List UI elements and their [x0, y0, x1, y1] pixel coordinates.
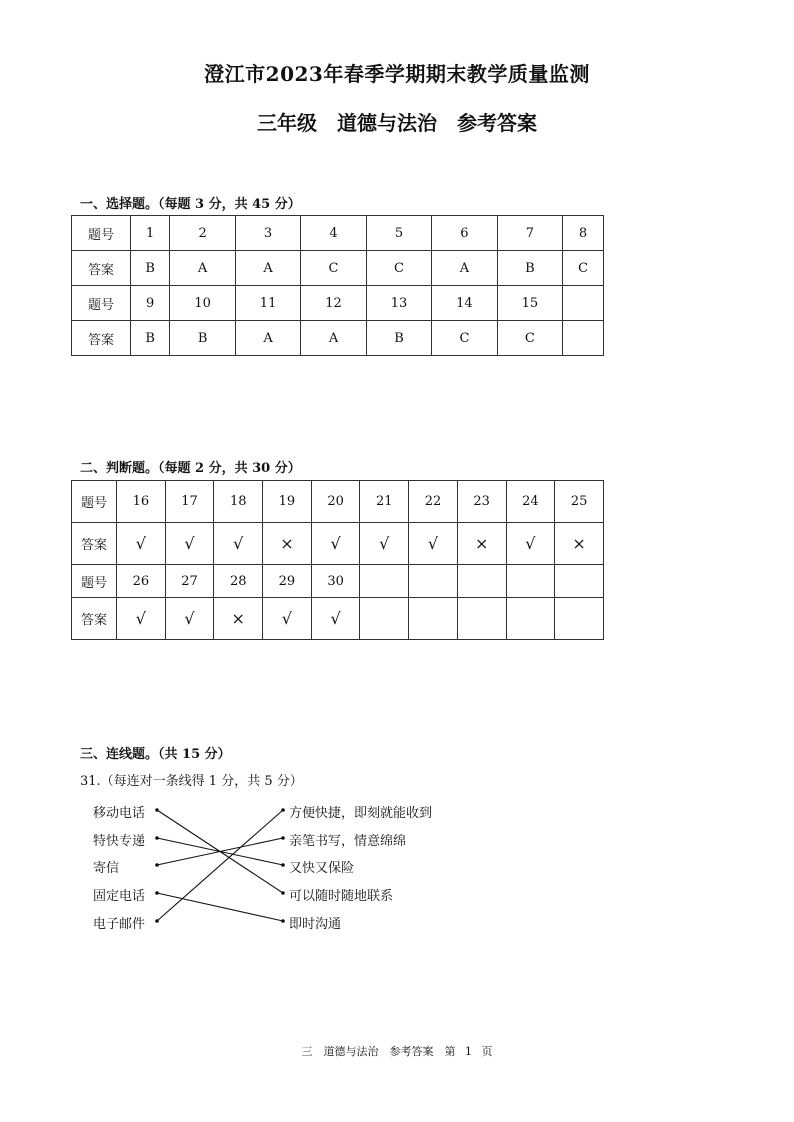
table-cell: A: [235, 251, 300, 286]
section2-heading: 二、判断题。（每题 2 分，共 30 分）: [80, 461, 301, 476]
table-cell: 15: [497, 286, 562, 321]
table-cell: 21: [360, 481, 409, 523]
table-cell: √: [311, 598, 360, 640]
match-line: [157, 810, 283, 921]
table-cell: C: [301, 251, 366, 286]
question-31-instruction: 31.（每连对一条线得 1 分，共 5 分）: [80, 774, 303, 789]
table-cell: ×: [555, 523, 604, 565]
row-label: 题号: [72, 286, 131, 321]
row-label: 题号: [72, 481, 117, 523]
table-cell: 8: [563, 216, 604, 251]
table-cell: 5: [366, 216, 431, 251]
table-cell: 10: [170, 286, 235, 321]
table-cell: 2: [170, 216, 235, 251]
right-item: 方便快捷，即刻就能收到: [289, 806, 433, 821]
page-subtitle: 三年级 道德与法治 参考答案: [257, 111, 537, 135]
table-cell: 4: [301, 216, 366, 251]
right-item: 亲笔书写，情意绵绵: [289, 834, 407, 849]
table-cell: C: [563, 251, 604, 286]
table-cell: C: [432, 321, 497, 356]
table-cell: A: [170, 251, 235, 286]
page-title: 澄江市2023年春季学期期末教学质量监测: [204, 62, 590, 86]
table-cell: ×: [263, 523, 312, 565]
table-cell: 29: [263, 565, 312, 598]
table-cell: 20: [311, 481, 360, 523]
section1-heading: 一、选择题。（每题 3 分，共 45 分）: [80, 197, 301, 212]
row-label: 题号: [72, 565, 117, 598]
table-cell: 26: [117, 565, 166, 598]
left-item: 固定电话: [93, 889, 146, 904]
table-cell: 25: [555, 481, 604, 523]
section3-heading: 三、连线题。（共 15 分）: [80, 747, 231, 762]
table-cell: √: [117, 523, 166, 565]
table-cell: A: [301, 321, 366, 356]
table-cell: √: [506, 523, 555, 565]
table-cell: 24: [506, 481, 555, 523]
right-item: 即时沟通: [289, 917, 342, 932]
table-cell: 19: [263, 481, 312, 523]
table-cell: B: [366, 321, 431, 356]
row-label: 答案: [72, 321, 131, 356]
table-cell: B: [131, 251, 170, 286]
table-cell: B: [170, 321, 235, 356]
table-cell: 14: [432, 286, 497, 321]
table-cell: 7: [497, 216, 562, 251]
table-cell: 22: [409, 481, 458, 523]
row-label: 答案: [72, 251, 131, 286]
table-cell: √: [117, 598, 166, 640]
table-cell: √: [165, 598, 214, 640]
table-cell: 23: [457, 481, 506, 523]
table-cell: 18: [214, 481, 263, 523]
table-cell: √: [409, 523, 458, 565]
table-cell: 28: [214, 565, 263, 598]
table-cell: C: [366, 251, 431, 286]
left-item: 寄信: [93, 861, 120, 876]
page-footer: 三 道德与法治 参考答案 第 1 页: [301, 1045, 493, 1058]
row-label: 答案: [72, 523, 117, 565]
table-cell: 27: [165, 565, 214, 598]
table-cell: √: [165, 523, 214, 565]
right-item: 可以随时随地联系: [289, 889, 394, 904]
table-cell: √: [263, 598, 312, 640]
right-item: 又快又保险: [289, 861, 355, 876]
match-line: [157, 893, 283, 921]
table-cell: 16: [117, 481, 166, 523]
table-cell: ×: [214, 598, 263, 640]
table-cell: √: [360, 523, 409, 565]
left-item: 电子邮件: [93, 917, 146, 932]
table-cell: √: [311, 523, 360, 565]
table-cell: 6: [432, 216, 497, 251]
table-cell: 13: [366, 286, 431, 321]
table-cell: 11: [235, 286, 300, 321]
table-cell: C: [497, 321, 562, 356]
table-cell: √: [214, 523, 263, 565]
row-label: 题号: [72, 216, 131, 251]
table-cell: 3: [235, 216, 300, 251]
table-cell: 9: [131, 286, 170, 321]
table-cell: A: [432, 251, 497, 286]
table-cell: B: [497, 251, 562, 286]
table-cell: 12: [301, 286, 366, 321]
table-cell: 1: [131, 216, 170, 251]
table-cell: 17: [165, 481, 214, 523]
left-item: 特快专递: [93, 834, 146, 849]
table-cell: A: [235, 321, 300, 356]
left-item: 移动电话: [93, 806, 146, 821]
table-cell: 30: [311, 565, 360, 598]
table-cell: B: [131, 321, 170, 356]
row-label: 答案: [72, 598, 117, 640]
table-cell: ×: [457, 523, 506, 565]
